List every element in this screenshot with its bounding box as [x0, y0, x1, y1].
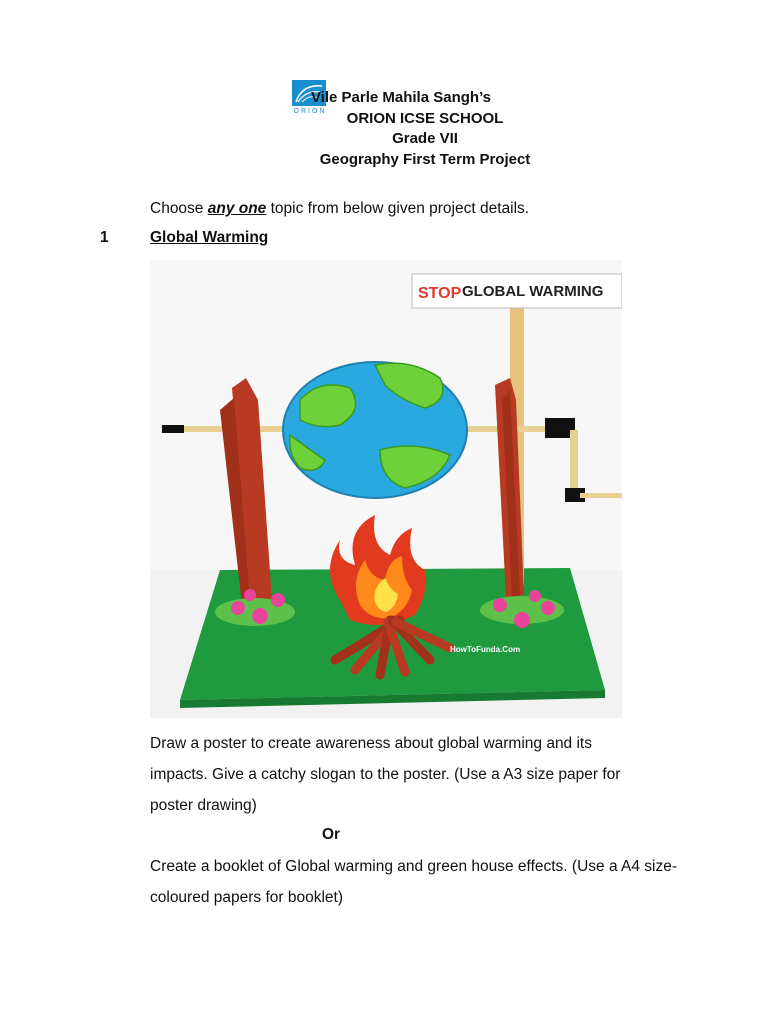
project-title: Geography First Term Project — [319, 150, 531, 168]
or-separator: Or — [322, 826, 341, 843]
topic-title: Global Warming — [150, 229, 269, 246]
instructions-after: topic from below given project details. — [266, 200, 530, 217]
project-model-photo — [150, 260, 622, 718]
logo-text: ORION — [293, 108, 327, 115]
instructions-emphasis: any one — [207, 200, 267, 217]
document-header — [290, 88, 560, 170]
task-description-2: Create a booklet of Global warming and green house effects. (Use a A4 size-coloured papers for booklet) — [150, 858, 678, 906]
sign-stop-text: STOP — [418, 285, 462, 302]
organization-name: Vile Parle Mahila Sangh’s — [310, 89, 492, 106]
topic-number: 1 — [100, 229, 109, 246]
grade-label: Grade VII — [392, 130, 458, 147]
instructions — [150, 200, 529, 218]
school-name: ORION ICSE SCHOOL — [346, 109, 504, 127]
instructions-before: Choose — [150, 200, 208, 217]
sign-text: GLOBAL WARMING — [462, 283, 604, 300]
photo-watermark: HowToFunda.Com — [450, 645, 521, 654]
task-description-1: Draw a poster to create awareness about global warming and its impacts. Give a catchy slogan to the poster. (Use a A3 size paper for poster drawing) — [150, 735, 621, 814]
